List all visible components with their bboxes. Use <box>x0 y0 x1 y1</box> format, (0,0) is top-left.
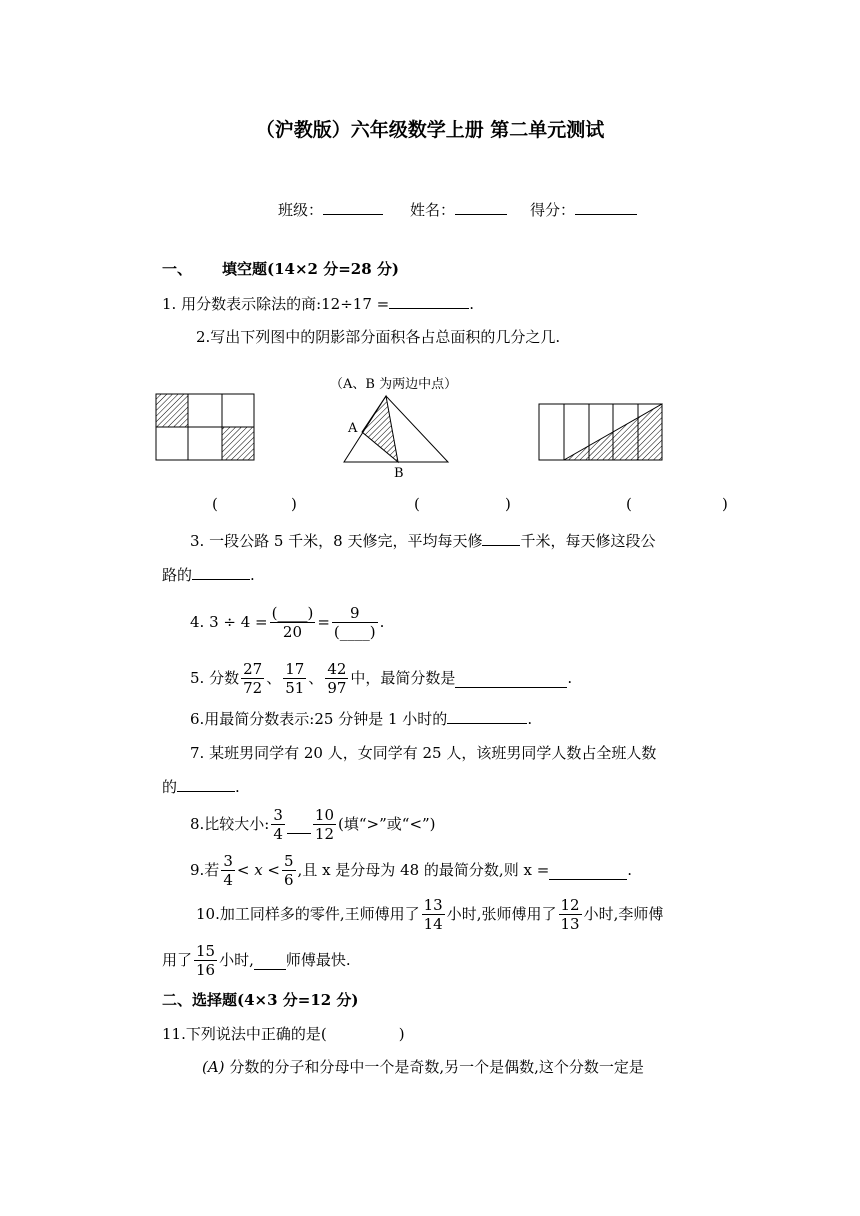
q5-f3-den: 97 <box>327 678 347 697</box>
q4-tail: . <box>379 613 385 631</box>
q4-prefix: 4. 3 ÷ 4 = <box>190 613 268 631</box>
q5-sep-2: 、 <box>308 669 324 687</box>
q5-sep-1: 、 <box>266 669 282 687</box>
question-7-line2 <box>162 776 240 797</box>
q8-blank <box>287 815 311 834</box>
q4-f2-den: (____) <box>333 622 376 641</box>
section1-number: 一、 <box>162 260 193 278</box>
q3-text-c: 路的 <box>162 566 193 584</box>
q10-f2-den: 13 <box>560 914 580 933</box>
shaded-cell-2 <box>222 427 254 460</box>
q3-text-d: . <box>250 566 255 584</box>
q10-blank <box>254 951 286 970</box>
q7-text-a: 的 <box>162 778 178 796</box>
q5-f1-num: 27 <box>243 659 263 678</box>
q11-close: ) <box>398 1025 405 1043</box>
q5-fraction-2 <box>283 660 306 697</box>
q10-text-3: 小时,李师傅 <box>583 905 664 923</box>
q5-fraction-3 <box>325 660 348 697</box>
figure2-answer-close: ) <box>505 495 511 513</box>
q8-f2-den: 12 <box>314 824 335 843</box>
q10-text-6: 师傅最快. <box>285 951 351 969</box>
q10-text-2: 小时,张师傅用了 <box>446 905 557 923</box>
q1-text: 1. 用分数表示除法的商:12÷17 = <box>162 295 390 313</box>
q9-fraction-1 <box>221 852 235 889</box>
q8-fraction-2 <box>313 806 336 843</box>
question-11 <box>162 1024 405 1044</box>
q9-f1-den: 4 <box>223 870 233 889</box>
shaded-cell-1 <box>156 394 188 427</box>
class-blank <box>323 199 383 215</box>
q7-tail: . <box>235 778 240 796</box>
q4-f2-num: 9 <box>349 603 360 622</box>
question-2: 2.写出下列图中的阴影部分面积各占总面积的几分之几. <box>196 328 561 346</box>
q8-f1-num: 3 <box>273 805 283 824</box>
figure2-answer-open: ( <box>414 495 420 513</box>
figure-grid-1 <box>150 388 260 466</box>
q9-f1-num: 3 <box>223 851 233 870</box>
q10-fraction-2 <box>559 896 582 933</box>
q10-f1-den: 14 <box>423 914 443 933</box>
question-4 <box>190 600 384 644</box>
q5-fraction-1 <box>241 660 264 697</box>
q11-option-a <box>202 1057 644 1077</box>
q10-f1-num: 13 <box>423 895 443 914</box>
q10-f2-num: 12 <box>560 895 580 914</box>
q5-f3-num: 42 <box>327 659 347 678</box>
q11a-text: 分数的分子和分母中一个是奇数,另一个是偶数,这个分数一定是 <box>229 1058 644 1076</box>
q10-fraction-3 <box>194 942 217 979</box>
q11a-label: (A) <box>202 1058 225 1076</box>
q10-text-4: 用了 <box>162 951 193 969</box>
question-10-line1 <box>196 892 663 936</box>
question-3-line1 <box>190 530 656 551</box>
page-title: （沪教版）六年级数学上册 第二单元测试 <box>255 119 605 141</box>
q4-fraction-1 <box>270 604 316 641</box>
q9-fraction-2 <box>282 852 296 889</box>
question-5 <box>190 656 572 700</box>
section2-heading: 二、选择题(4×3 分=12 分) <box>162 991 359 1009</box>
question-6 <box>190 708 532 729</box>
figure3-answer-open: ( <box>626 495 632 513</box>
q9-prefix: 9.若 <box>190 861 220 879</box>
score-label: 得分： <box>530 201 576 219</box>
q9-f2-den: 6 <box>284 870 294 889</box>
q9-inequality: < x < <box>236 861 280 879</box>
q1-tail: . <box>469 295 474 313</box>
q4-f1-den: 20 <box>282 622 303 641</box>
figure1-answer-open: ( <box>212 495 218 513</box>
name-field <box>410 199 507 220</box>
q6-blank <box>447 708 527 724</box>
q8-f1-den: 4 <box>273 824 283 843</box>
q8-fraction-1 <box>271 806 285 843</box>
q9-f2-num: 5 <box>284 851 294 870</box>
q5-f2-den: 51 <box>285 678 305 697</box>
label-b: B <box>394 466 404 481</box>
question-10-line2 <box>162 938 351 982</box>
figure3-answer-close: ) <box>722 495 728 513</box>
q10-text-1: 10.加工同样多的零件,王师傅用了 <box>196 905 420 923</box>
figure-strips <box>534 398 666 466</box>
q6-tail: . <box>527 710 533 728</box>
q9-mid: ,且 x 是分母为 48 的最简分数,则 x = <box>297 861 550 879</box>
question-9 <box>190 848 632 892</box>
q8-tail: (填“>”或“<”) <box>338 815 436 833</box>
q6-text: 6.用最简分数表示:25 分钟是 1 小时的 <box>190 710 448 728</box>
q10-text-5: 小时, <box>219 951 254 969</box>
q10-fraction-1 <box>422 896 445 933</box>
q4-eq: = <box>317 613 330 631</box>
q5-f2-num: 17 <box>285 659 305 678</box>
name-blank <box>455 199 507 215</box>
figure-note: （A、B 为两边中点） <box>330 377 458 392</box>
q3-blank-1 <box>482 530 520 546</box>
q9-tail: . <box>627 861 633 879</box>
q4-f1-num: (____) <box>271 603 314 622</box>
q3-text-b: 千米，每天修这段公 <box>520 532 656 550</box>
q11-text: 11.下列说法中正确的是( <box>162 1025 327 1043</box>
score-field <box>530 199 637 220</box>
q5-prefix: 5. 分数 <box>190 669 240 687</box>
q3-blank-2 <box>192 564 250 580</box>
q10-f3-den: 16 <box>196 960 216 979</box>
question-1 <box>162 293 474 314</box>
q5-blank <box>455 669 567 688</box>
figure1-answer-close: ) <box>291 495 297 513</box>
q10-f3-num: 15 <box>196 941 216 960</box>
q4-fraction-2 <box>332 604 378 641</box>
q5-tail: . <box>567 669 573 687</box>
class-field <box>278 199 383 220</box>
q5-mid: 中，最简分数是 <box>350 669 456 687</box>
q9-blank <box>549 861 627 880</box>
section1-heading: 填空题(14×2 分=28 分) <box>222 260 399 278</box>
question-3-line2 <box>162 564 255 585</box>
class-label: 班级： <box>278 201 324 219</box>
label-a: A <box>348 421 358 436</box>
q5-f1-den: 72 <box>243 678 263 697</box>
score-blank <box>575 199 637 215</box>
question-7-line1: 7. 某班男同学有 20 人，女同学有 25 人，该班男同学人数占全班人数 <box>190 744 657 762</box>
q7-blank <box>177 776 235 792</box>
q1-blank <box>389 293 469 309</box>
name-label: 姓名： <box>410 201 456 219</box>
q8-prefix: 8.比较大小: <box>190 815 270 833</box>
q8-f2-num: 10 <box>314 805 335 824</box>
question-8 <box>190 802 436 846</box>
q3-text-a: 3. 一段公路 5 千米，8 天修完，平均每天修 <box>190 532 483 550</box>
